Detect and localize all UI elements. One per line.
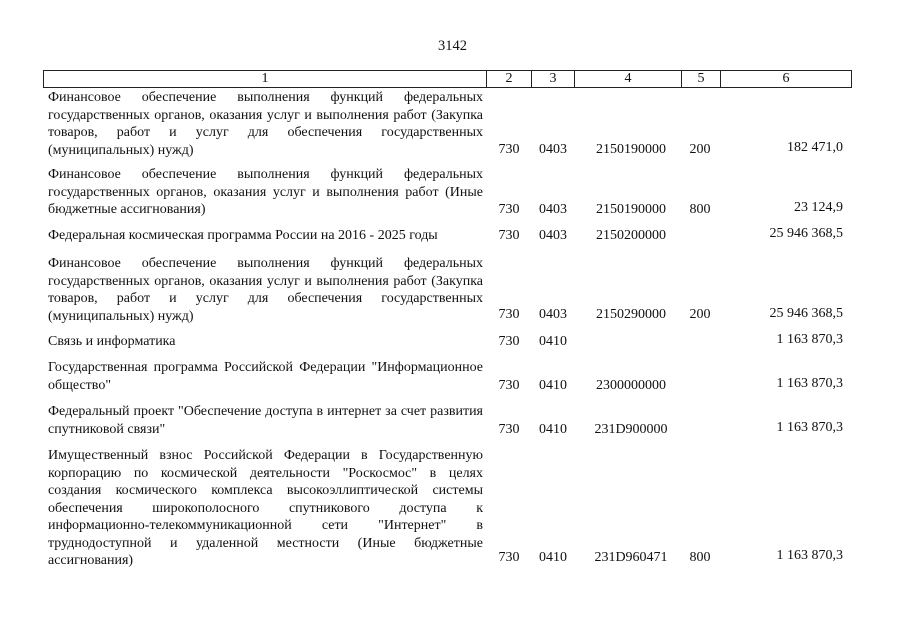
row-vedom-code: 730 xyxy=(498,202,520,217)
row-section-code: 0403 xyxy=(539,307,567,322)
row-section-code: 0410 xyxy=(539,422,567,437)
row-section-code: 0410 xyxy=(539,378,567,393)
row-expense-type: 200 xyxy=(689,307,711,322)
row-amount: 25 946 368,5 xyxy=(769,306,843,321)
row-target-code: 231D900000 xyxy=(594,422,668,437)
row-section-code: 0403 xyxy=(539,142,567,157)
table-row xyxy=(0,403,905,441)
row-vedom-code: 730 xyxy=(498,142,520,157)
table-row xyxy=(0,89,905,164)
table-row xyxy=(0,166,905,220)
column-header-1: 1 xyxy=(44,71,487,88)
row-target-code: 2150290000 xyxy=(596,307,666,322)
row-vedom-code: 730 xyxy=(498,422,520,437)
row-description: Имущественный взнос Российской Федерации в Государственную корпорацию по космической деятельности "Роскосмос" в целях создания космического комплекса высокоэллиптической системы обеспечения широкополосного спутникового доступа к информационно-телекоммуникационной сети "Интернет" в труднодоступной и удаленной местности (Иные бюджетные ассигнования) xyxy=(48,448,483,568)
row-description: Финансовое обеспечение выполнения функций федеральных государственных органов, оказания услуг и выполнения работ (Закупка товаров, работ и услуг для обеспечения государственных (муниципальных) нужд) xyxy=(48,90,483,158)
row-description: Федеральная космическая программа России на 2016 - 2025 годы xyxy=(48,228,438,243)
row-expense-type: 200 xyxy=(689,142,711,157)
row-target-code: 231D960471 xyxy=(594,550,668,565)
column-header-2: 2 xyxy=(487,71,532,88)
row-vedom-code: 730 xyxy=(498,307,520,322)
row-description: Финансовое обеспечение выполнения функций федеральных государственных органов, оказания услуг и выполнения работ (Закупка товаров, работ и услуг для обеспечения государственных (муниципальных) нужд) xyxy=(48,256,483,324)
row-expense-type: 800 xyxy=(689,202,711,217)
column-header-6: 6 xyxy=(721,71,852,88)
row-amount: 23 124,9 xyxy=(794,200,843,215)
row-amount: 182 471,0 xyxy=(787,140,843,155)
row-expense-type: 800 xyxy=(689,550,711,565)
column-header-3: 3 xyxy=(532,71,575,88)
row-description: Финансовое обеспечение выполнения функций федеральных государственных органов, оказания услуг и выполнения работ (Иные бюджетные ассигнования) xyxy=(48,167,483,217)
column-header-table xyxy=(43,70,852,88)
table-row xyxy=(0,333,905,353)
row-section-code: 0403 xyxy=(539,202,567,217)
row-amount: 1 163 870,3 xyxy=(776,548,843,563)
row-vedom-code: 730 xyxy=(498,378,520,393)
column-header-4: 4 xyxy=(575,71,682,88)
row-vedom-code: 730 xyxy=(498,550,520,565)
column-header-5: 5 xyxy=(682,71,721,88)
row-section-code: 0403 xyxy=(539,228,567,243)
table-row xyxy=(0,359,905,397)
row-section-code: 0410 xyxy=(539,334,567,349)
table-row xyxy=(0,227,905,247)
row-target-code: 2150190000 xyxy=(596,202,666,217)
row-section-code: 0410 xyxy=(539,550,567,565)
column-header-row xyxy=(44,71,852,88)
table-row xyxy=(0,447,905,573)
row-target-code: 2300000000 xyxy=(596,378,666,393)
row-target-code: 2150190000 xyxy=(596,142,666,157)
table-row xyxy=(0,255,905,330)
row-amount: 1 163 870,3 xyxy=(776,376,843,391)
row-amount: 1 163 870,3 xyxy=(776,332,843,347)
row-vedom-code: 730 xyxy=(498,228,520,243)
row-description: Федеральный проект "Обеспечение доступа в интернет за счет развития спутниковой связи" xyxy=(48,404,483,437)
row-description: Связь и информатика xyxy=(48,334,176,349)
row-description: Государственная программа Российской Федерации "Информационное общество" xyxy=(48,360,483,393)
row-amount: 25 946 368,5 xyxy=(769,226,843,241)
row-amount: 1 163 870,3 xyxy=(776,420,843,435)
row-vedom-code: 730 xyxy=(498,334,520,349)
row-target-code: 2150200000 xyxy=(596,228,666,243)
page-number: 3142 xyxy=(438,38,467,54)
